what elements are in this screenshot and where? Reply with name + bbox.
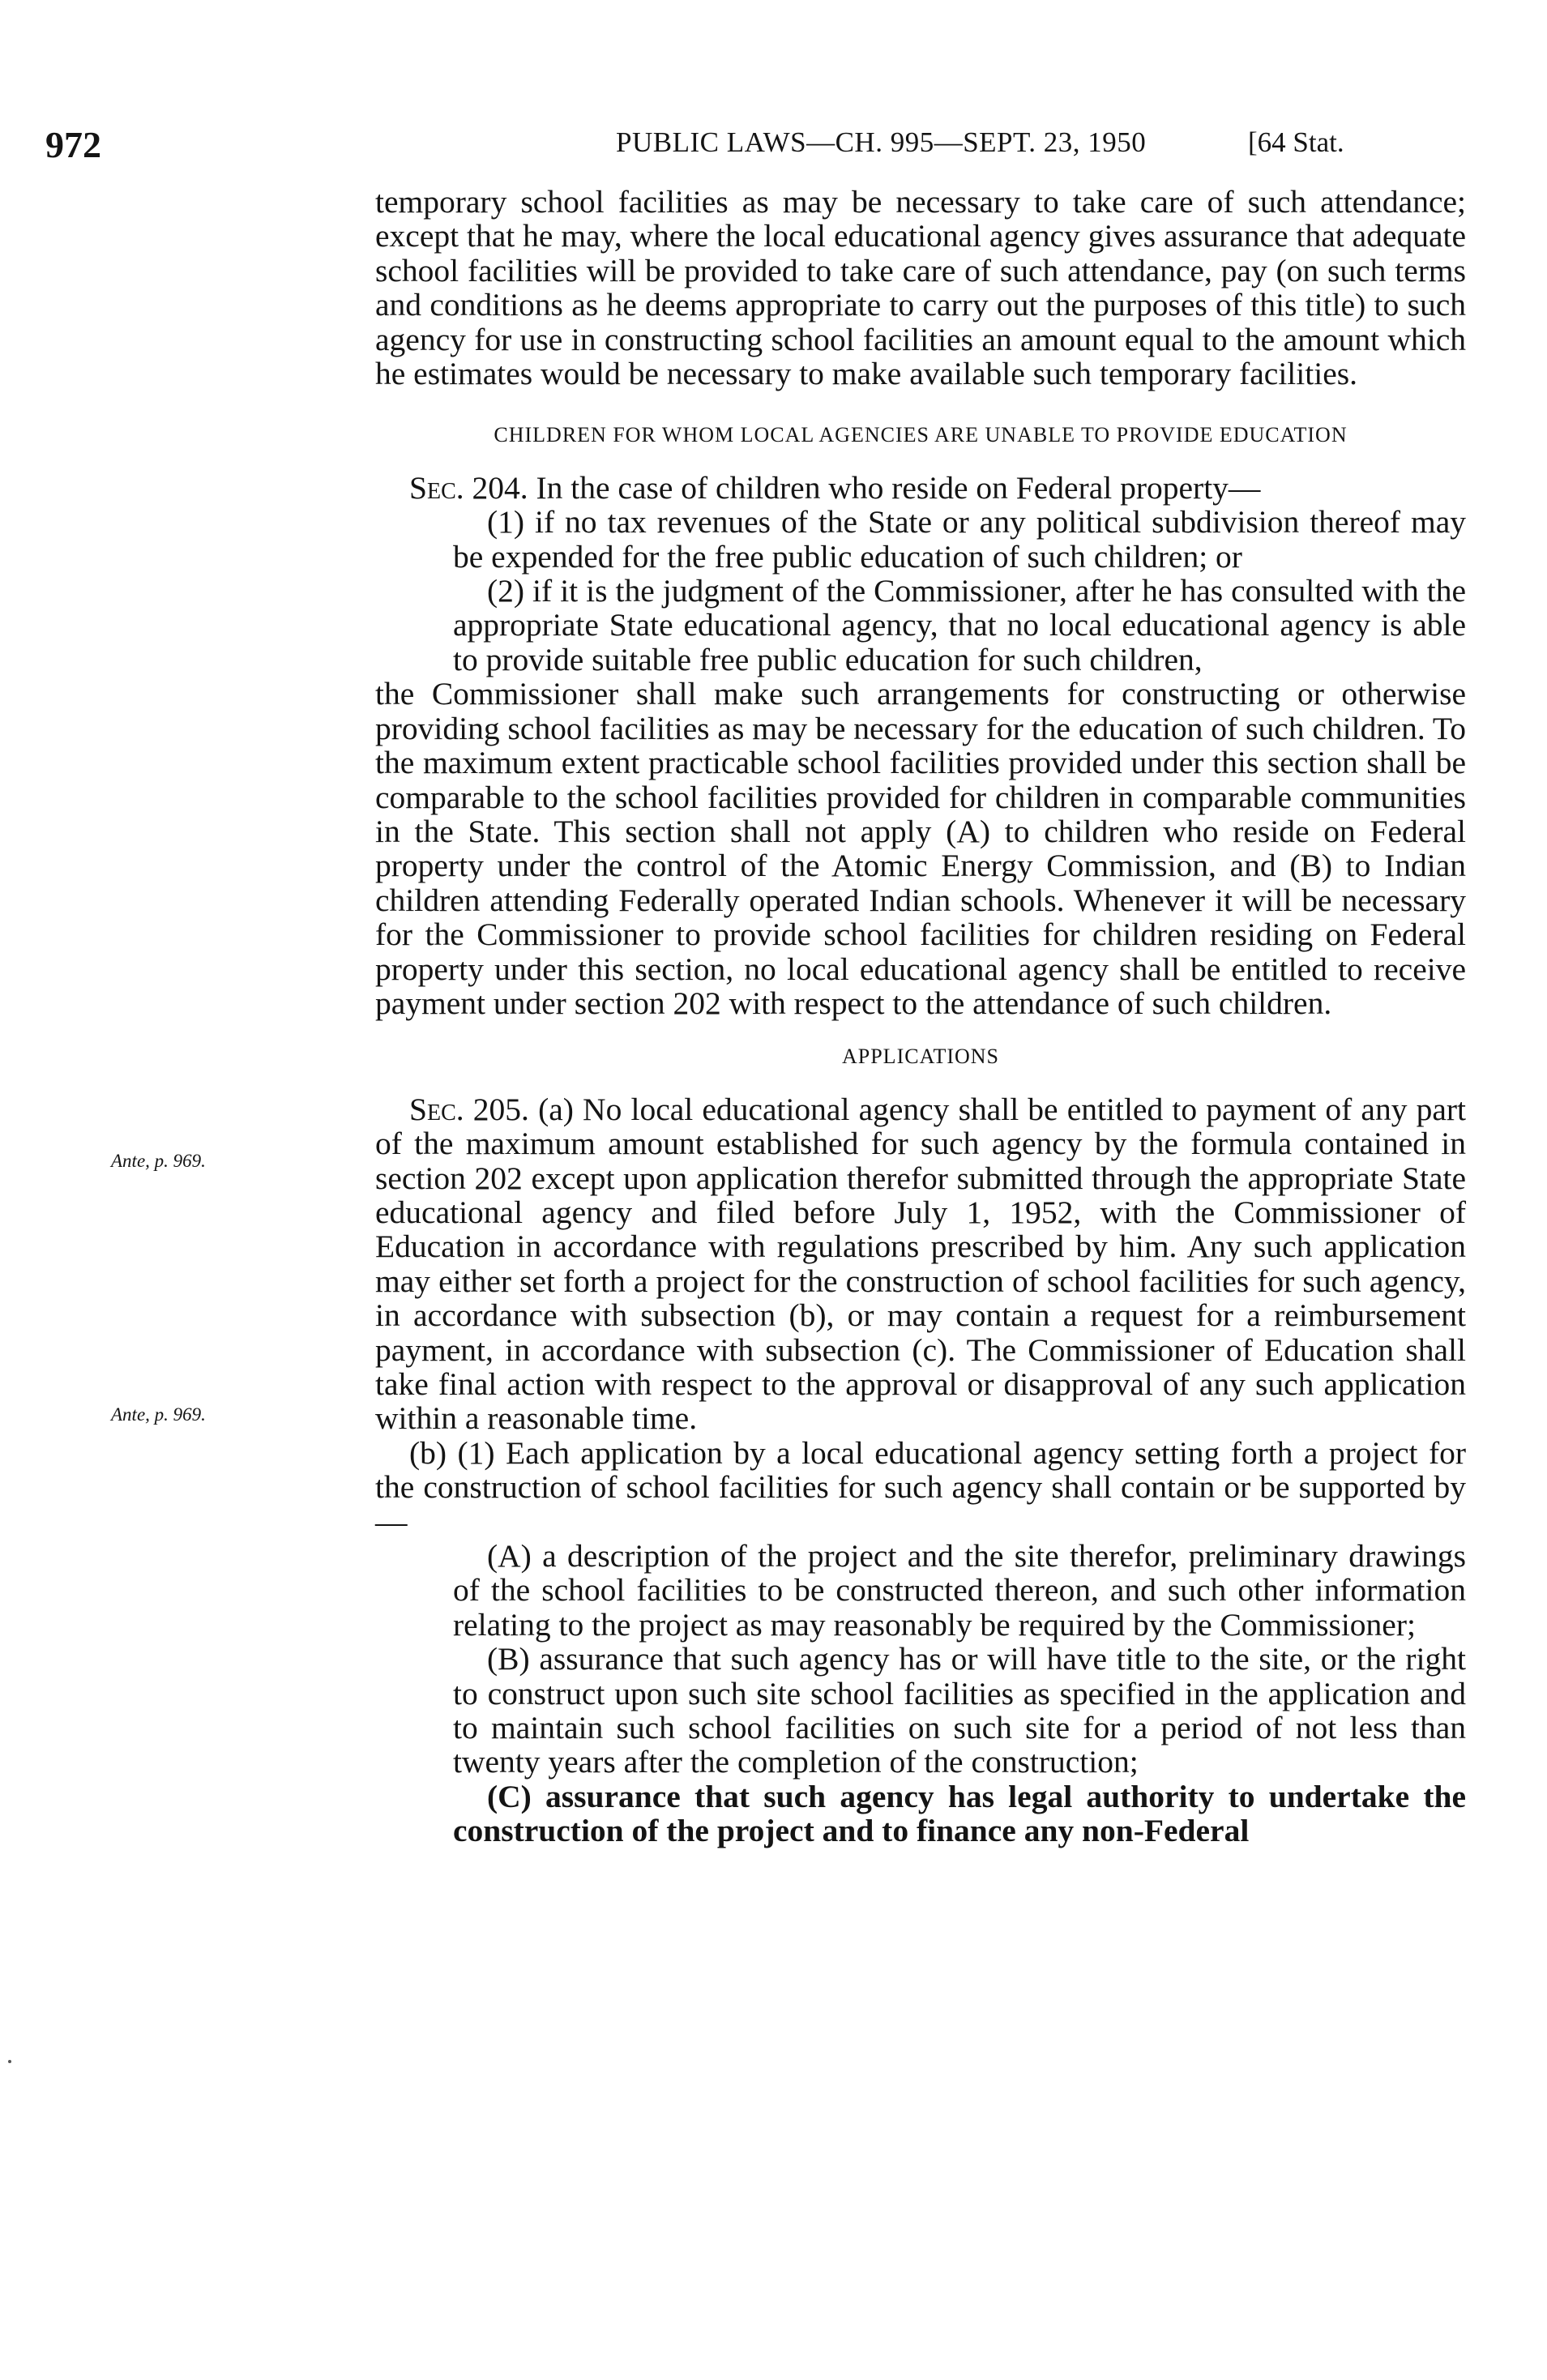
body-text (375, 185, 1466, 1848)
sec-204-clause-2: (2) if it is the judgment of the Commissioner, after he has consulted with the appropriate State educational agency, that no local educational agency is able to provide suitable free public education for such children, (453, 573, 1466, 677)
sec-205-b-1: (b) (1) Each application by a local educational agency setting forth a project for the construction of school facilities for such agency shall contain or be supported by— (375, 1434, 1466, 1540)
sec-205-clause-A: (A) a description of the project and the site therefor, preliminary drawings of the school facilities to be constructed thereon, and such other information relating to the project as may reasonably be required by the Commissioner; (453, 1538, 1466, 1643)
section-heading: APPLICATIONS (841, 1045, 1000, 1069)
sec-205-a-text: (a) No local educational agency shall be entitled to payment of any part of the maximum amount established for such agency by the formula contained in section 202 except upon application therefor submitted through the appropriate State educational agency and filed before July 1, 1952, with the Commissioner of Education in accordance with regulations prescribed by him. Any such application may either set forth a project for the construction of school facilities for such agency, in accordance with subsection (b), or may contain a request for a reimbursement payment, in accordance with subsection (c). The Commissioner of Education shall take final action with respect to the approval or disapproval of any such application within a reasonable time. (375, 1091, 1467, 1437)
section-heading: CHILDREN FOR WHOM LOCAL AGENCIES ARE UNABLE TO PROVIDE EDUCATION (494, 423, 1348, 447)
page-number: 972 (45, 124, 101, 165)
continuation-paragraph: temporary school facilities as may be necessary to take care of such attendance; except that he may, where the local educational agency gives assurance that adequate school facilities will be provided to take care of such attendance, pay (on such terms and conditions as he deems appropriate to carry out the purposes of this title) to such agency for use in constructing school facilities an amount equal to the amount which he estimates would be necessary to make available such temporary facilities. (375, 184, 1466, 392)
sec-204-intro-text: In the case of children who reside on Federal property— (536, 469, 1261, 506)
section-label: Sec. 205. (409, 1091, 529, 1127)
sec-205-clause-B: (B) assurance that such agency has or will have title to the site, or the right to construct upon such site school facilities as specified in the application and to maintain such school facilities on such site for a period of not less than twenty years after the completion of the construction; (453, 1641, 1466, 1780)
running-head: PUBLIC LAWS—CH. 995—SEPT. 23, 1950 (616, 126, 1147, 158)
scan-speck (8, 2060, 11, 2063)
margin-note: Ante, p. 969. (111, 1151, 206, 1171)
section-label: Sec. 204. (409, 469, 528, 506)
sec-205-clause-C: (C) assurance that such agency has legal authority to undertake the construction of the project and to finance any non-Federal (453, 1778, 1466, 1849)
sec-205-a (375, 1092, 1466, 1436)
sec-204-clause-1: (1) if no tax revenues of the State or any political subdivision thereof may be expended for the free public education of such children; or (453, 504, 1466, 575)
margin-note: Ante, p. 969. (111, 1404, 206, 1425)
sec-204-body: the Commissioner shall make such arrangements for constructing or otherwise providing school facilities as may be necessary for the education of such children. To the maximum extent practicable school facilities provided under this section shall be comparable to the school facilities provided for children in comparable communities in the State. This section shall not apply (A) to children who reside on Federal property under the control of the Atomic Energy Commission, and (B) to Indian children attending Federally operated Indian schools. Whenever it will be necessary for the Commissioner to provide school facilities for children residing on Federal property under this section, no local educational agency shall be entitled to receive payment under section 202 with respect to the attendance of such children. (375, 676, 1466, 1021)
statute-reference: [64 Stat. (1248, 126, 1344, 158)
sec-204-intro (375, 471, 1466, 505)
